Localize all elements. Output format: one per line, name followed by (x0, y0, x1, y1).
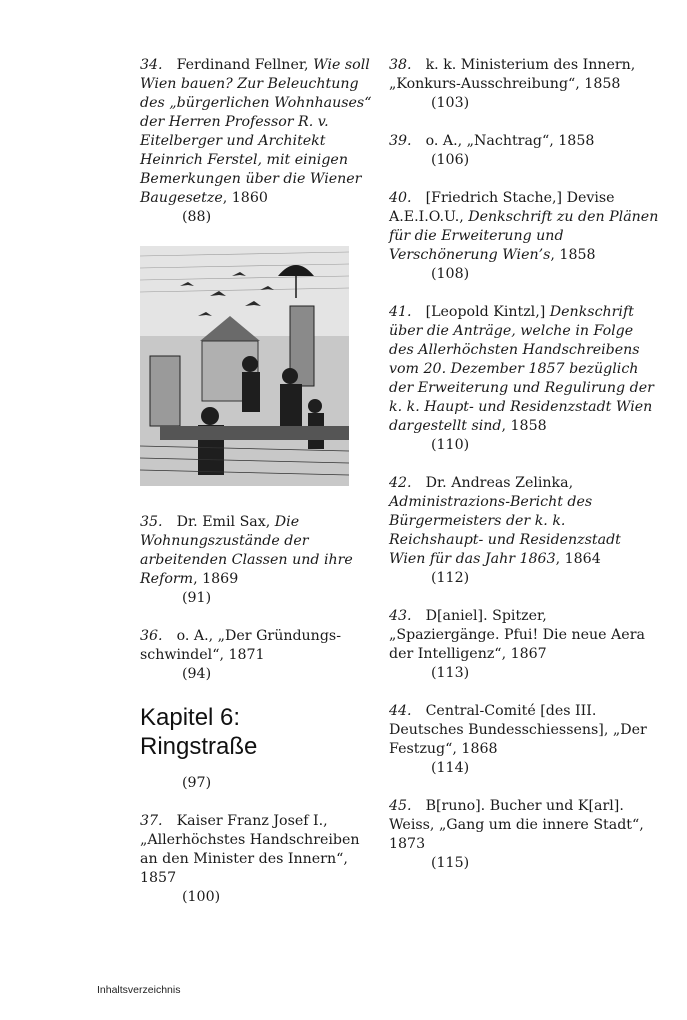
entry-text: Central-Comité [des III. Deutsches Bundesschiessens], „Der Festzug“, 1868 (389, 703, 647, 757)
entry-number: 43. (389, 608, 412, 624)
entry-page-number: (115) (431, 855, 470, 871)
toc-entry (140, 56, 375, 227)
entry-page-number: (91) (182, 590, 212, 606)
right-column (389, 56, 659, 892)
entry-page-number: (114) (431, 760, 470, 776)
entry-title: Denkschrift zu den Plänen für die Erweiterung und Verschönerung Wien’s (389, 209, 659, 263)
illustration (140, 246, 349, 486)
entry-number: 34. (140, 57, 163, 73)
entry-title: Wie soll Wien bauen? Zur Beleuchtung des „bürgerlichen Wohnhauses“ der Herren Professor R. v. Eitelberger und Architekt Heinrich Ferstel, mit einigen Bemerkungen über die Wiener Baugesetze (140, 57, 372, 206)
entry-page-number: (113) (431, 665, 470, 681)
entry-number: 42. (389, 475, 412, 491)
toc-entry (389, 132, 659, 170)
entry-text: [Friedrich Stache,] Devise A.E.I.O.U., (389, 190, 615, 225)
entry-text: Kaiser Franz Josef I., „Allerhöchstes Handschreiben an den Minister des Innern“, 1857 (140, 813, 360, 886)
entry-number: 37. (140, 813, 163, 829)
entries-before-image (140, 56, 375, 227)
chapter-label: Kapitel 6: (140, 704, 241, 731)
chapter-heading (140, 703, 375, 761)
entry-page-number: (110) (431, 437, 470, 453)
running-footer: Inhaltsverzeichnis (97, 984, 181, 996)
entry-text: Dr. Emil Sax, (176, 514, 275, 530)
entry-title: Administrazions-Bericht des Bürgermeisters der k. k. Reichshaupt- und Residenzstadt Wien für das Jahr 1863 (389, 494, 621, 567)
toc-entry (140, 627, 375, 684)
entry-page-number: (88) (182, 209, 212, 225)
entry-text: , 1864 (555, 551, 601, 567)
chapter-page-number: (97) (182, 775, 212, 791)
entry-text: [Leopold Kintzl,] (425, 304, 550, 320)
entry-text: Dr. Andreas Zelinka, (425, 475, 574, 491)
entry-page-number: (112) (431, 570, 470, 586)
toc-entry (140, 812, 375, 907)
entry-text: o. A., „Nachtrag“, 1858 (425, 133, 595, 149)
entry-number: 36. (140, 628, 163, 644)
chapter-title: Ringstraße (140, 733, 258, 760)
entries-after-chapter (140, 812, 375, 907)
entry-number: 38. (389, 57, 412, 73)
toc-entry (389, 702, 659, 778)
toc-entry (140, 513, 375, 608)
toc-entry (389, 189, 659, 284)
entry-text: Ferdinand Fellner, (176, 57, 314, 73)
entry-page-number: (94) (182, 666, 212, 682)
entry-text: , 1860 (222, 190, 268, 206)
entry-text: k. k. Ministerium des Innern, „Konkurs-Ausschreibung“, 1858 (389, 57, 636, 92)
illustration-drawing (140, 246, 349, 486)
entry-number: 35. (140, 514, 163, 530)
toc-entry (389, 474, 659, 588)
entry-text: o. A., „Der Gründungsschwindel“, 1871 (140, 628, 341, 663)
entry-number: 41. (389, 304, 412, 320)
entry-title: Die Wohnungszustände der arbeitenden Classen und ihre Reform (140, 514, 353, 587)
entry-text: , 1858 (501, 418, 547, 434)
entries-after-image (140, 513, 375, 684)
entry-page-number: (103) (431, 95, 470, 111)
entry-title: Denkschrift über die Anträge, welche in Folge des Allerhöchsten Handschreibens vom 20. Dezember 1857 bezüglich der Erweiterung und Regulirung der k. k. Haupt- und Residenzstadt Wien dargestellt sind (389, 304, 654, 434)
entry-number: 44. (389, 703, 412, 719)
entry-text: B[runo]. Bucher und K[arl]. Weiss, „Gang um die innere Stadt“, 1873 (389, 798, 644, 852)
toc-entry (389, 797, 659, 873)
toc-entry (389, 56, 659, 113)
left-column (140, 56, 375, 926)
entry-text: , 1869 (193, 571, 239, 587)
entry-text: D[aniel]. Spitzer, „Spaziergänge. Pfui! Die neue Aera der Intelligenz“, 1867 (389, 608, 645, 662)
entry-text: , 1858 (550, 247, 596, 263)
entry-number: 45. (389, 798, 412, 814)
entry-page-number: (108) (431, 266, 470, 282)
entry-number: 40. (389, 190, 412, 206)
right-entries (389, 56, 659, 873)
toc-entry (389, 607, 659, 683)
entry-page-number: (100) (182, 889, 221, 905)
entry-number: 39. (389, 133, 412, 149)
toc-entry (389, 303, 659, 455)
entry-page-number: (106) (431, 152, 470, 168)
